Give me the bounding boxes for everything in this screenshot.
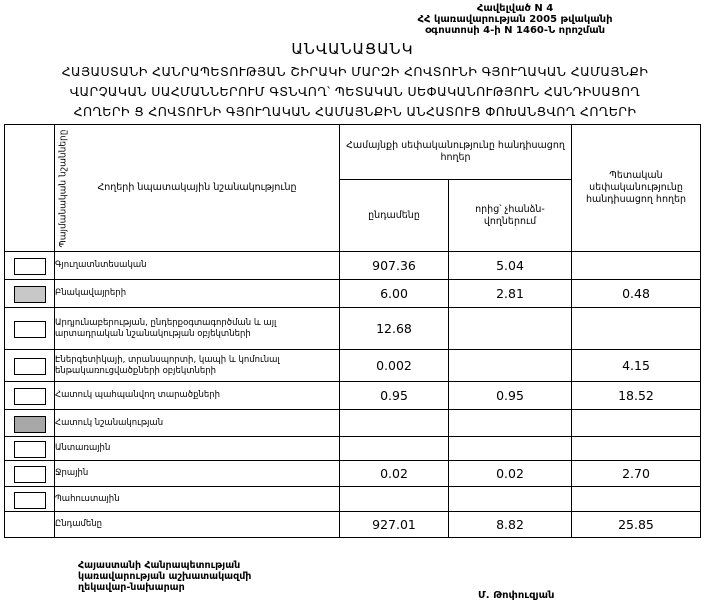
legend-symbol	[14, 416, 46, 433]
annex-note	[390, 3, 640, 36]
row-free	[449, 308, 572, 350]
table-row	[5, 487, 701, 512]
row-total: 12.68	[340, 308, 449, 350]
signatory-line: կառավարության աշխատակազմի	[78, 571, 252, 582]
legend-symbol	[14, 492, 46, 509]
subtitle-line: ՀԱՅԱՍՏԱՆԻ ՀԱՆՐԱՊԵՏՈՒԹՅԱՆ ՇԻՐԱԿԻ ՄԱՐԶԻ ՀՈՎՏՈՒՆԻ ԳՅՈՒՂԱԿԱՆ ՀԱՄԱՅՆՔԻ	[61, 64, 649, 79]
signatory-title	[78, 560, 251, 593]
row-free	[449, 350, 572, 382]
row-total: 0.002	[340, 350, 449, 382]
legend-symbol	[14, 286, 46, 303]
row-name: Անտառային	[55, 437, 340, 461]
table-row	[5, 252, 701, 280]
table-row	[5, 308, 701, 350]
annex-line: օգոստոսի 4-ի N 1460-Ն որոշման	[424, 25, 606, 36]
row-total: 0.02	[340, 461, 449, 487]
total-header: ընդամենը	[340, 180, 449, 252]
row-name: Արդյունաբերության, ընդերքօգտագործման և այլ արտադրական նշանակության օբյեկտների	[55, 308, 340, 350]
row-name: Ջրային	[55, 461, 340, 487]
row-free	[449, 487, 572, 512]
row-state	[572, 410, 701, 437]
table-row	[5, 382, 701, 410]
document-subtitle	[10, 62, 700, 122]
purpose-header: Հողերի նպատակային նշանակությունը	[55, 125, 340, 252]
row-state	[572, 437, 701, 461]
symbol-header	[5, 125, 69, 252]
row-name: Բնակավայրերի	[55, 280, 340, 308]
sum-total: 927.01	[340, 512, 449, 538]
table-row	[5, 437, 701, 461]
row-state: 4.15	[572, 350, 701, 382]
row-name: Հատուկ նշանակության	[55, 410, 340, 437]
row-total	[340, 437, 449, 461]
row-total	[340, 487, 449, 512]
row-state	[572, 308, 701, 350]
header-row	[5, 125, 701, 180]
legend-symbol	[14, 388, 46, 405]
row-name: Հատուկ պահպանվող տարածքների	[55, 382, 340, 410]
signatory-line: Հայաստանի Հանրապետության	[78, 560, 241, 571]
legend-symbol	[14, 441, 46, 458]
row-total: 6.00	[340, 280, 449, 308]
annex-line: Հավելված N 4	[476, 3, 554, 14]
sum-label: Ընդամենը	[55, 512, 340, 538]
table-row	[5, 280, 701, 308]
row-free: 0.02	[449, 461, 572, 487]
legend-symbol	[14, 258, 46, 275]
subtitle-line: ՀՈՂԵՐԻ Ց ՀՈՎՏՈՒՆԻ ԳՅՈՒՂԱԿԱՆ ՀԱՄԱՅՆՔԻՆ ԱՆՀԱՏՈՒՑ ՓՈԽԱՆՑՎՈՂ ՀՈՂԵՐԻ	[73, 104, 637, 119]
signatory-line: ղեկավար-նախարար	[78, 582, 185, 593]
table-row	[5, 410, 701, 437]
row-total: 907.36	[340, 252, 449, 280]
row-name: Գյուղատնտեսական	[55, 252, 340, 280]
symbol-header-label: Պայմանական նշանները	[58, 129, 69, 248]
legend-symbol	[14, 321, 46, 338]
row-total	[340, 410, 449, 437]
sum-state: 25.85	[572, 512, 701, 538]
signatory-name: Մ. Թոփուզյան	[478, 590, 555, 601]
state-header: Պետական սեփականությունը հանդիսացող հողեր	[572, 125, 701, 252]
table-row	[5, 461, 701, 487]
land-table	[4, 124, 701, 538]
row-free: 0.95	[449, 382, 572, 410]
legend-symbol	[14, 358, 46, 375]
row-free	[449, 437, 572, 461]
row-free	[449, 410, 572, 437]
row-free: 2.81	[449, 280, 572, 308]
row-state: 0.48	[572, 280, 701, 308]
legend-symbol	[14, 466, 46, 483]
row-free: 5.04	[449, 252, 572, 280]
row-state	[572, 487, 701, 512]
row-state	[572, 252, 701, 280]
community-header: Համայնքի սեփականությունը հանդիսացող հողեր	[340, 125, 572, 180]
table-row	[5, 350, 701, 382]
row-total: 0.95	[340, 382, 449, 410]
annex-line: ՀՀ կառավարության 2005 թվականի	[417, 14, 613, 25]
row-state: 2.70	[572, 461, 701, 487]
row-name: Էներգետիկայի, տրանսպորտի, կապի և կոմունալ ենթակառուցվածքների օբյեկտների	[55, 350, 340, 382]
sum-free: 8.82	[449, 512, 572, 538]
row-state: 18.52	[572, 382, 701, 410]
sum-row	[5, 512, 701, 538]
subtitle-line: ՎԱՐՉԱԿԱՆ ՍԱՀՄԱՆՆԵՐՈՒՄ ԳՏՆՎՈՂ՝ ՊԵՏԱԿԱՆ ՍԵՓԱԿԱՆՈՒԹՅՈՒՆ ՀԱՆԴԻՍԱՑՈՂ	[69, 84, 641, 99]
document-title: ԱՆՎԱՆԱՑԱՆԿ	[291, 40, 414, 58]
row-name: Պահուստային	[55, 487, 340, 512]
free-header: որից՝ չհանձն-վողներում	[449, 180, 572, 252]
